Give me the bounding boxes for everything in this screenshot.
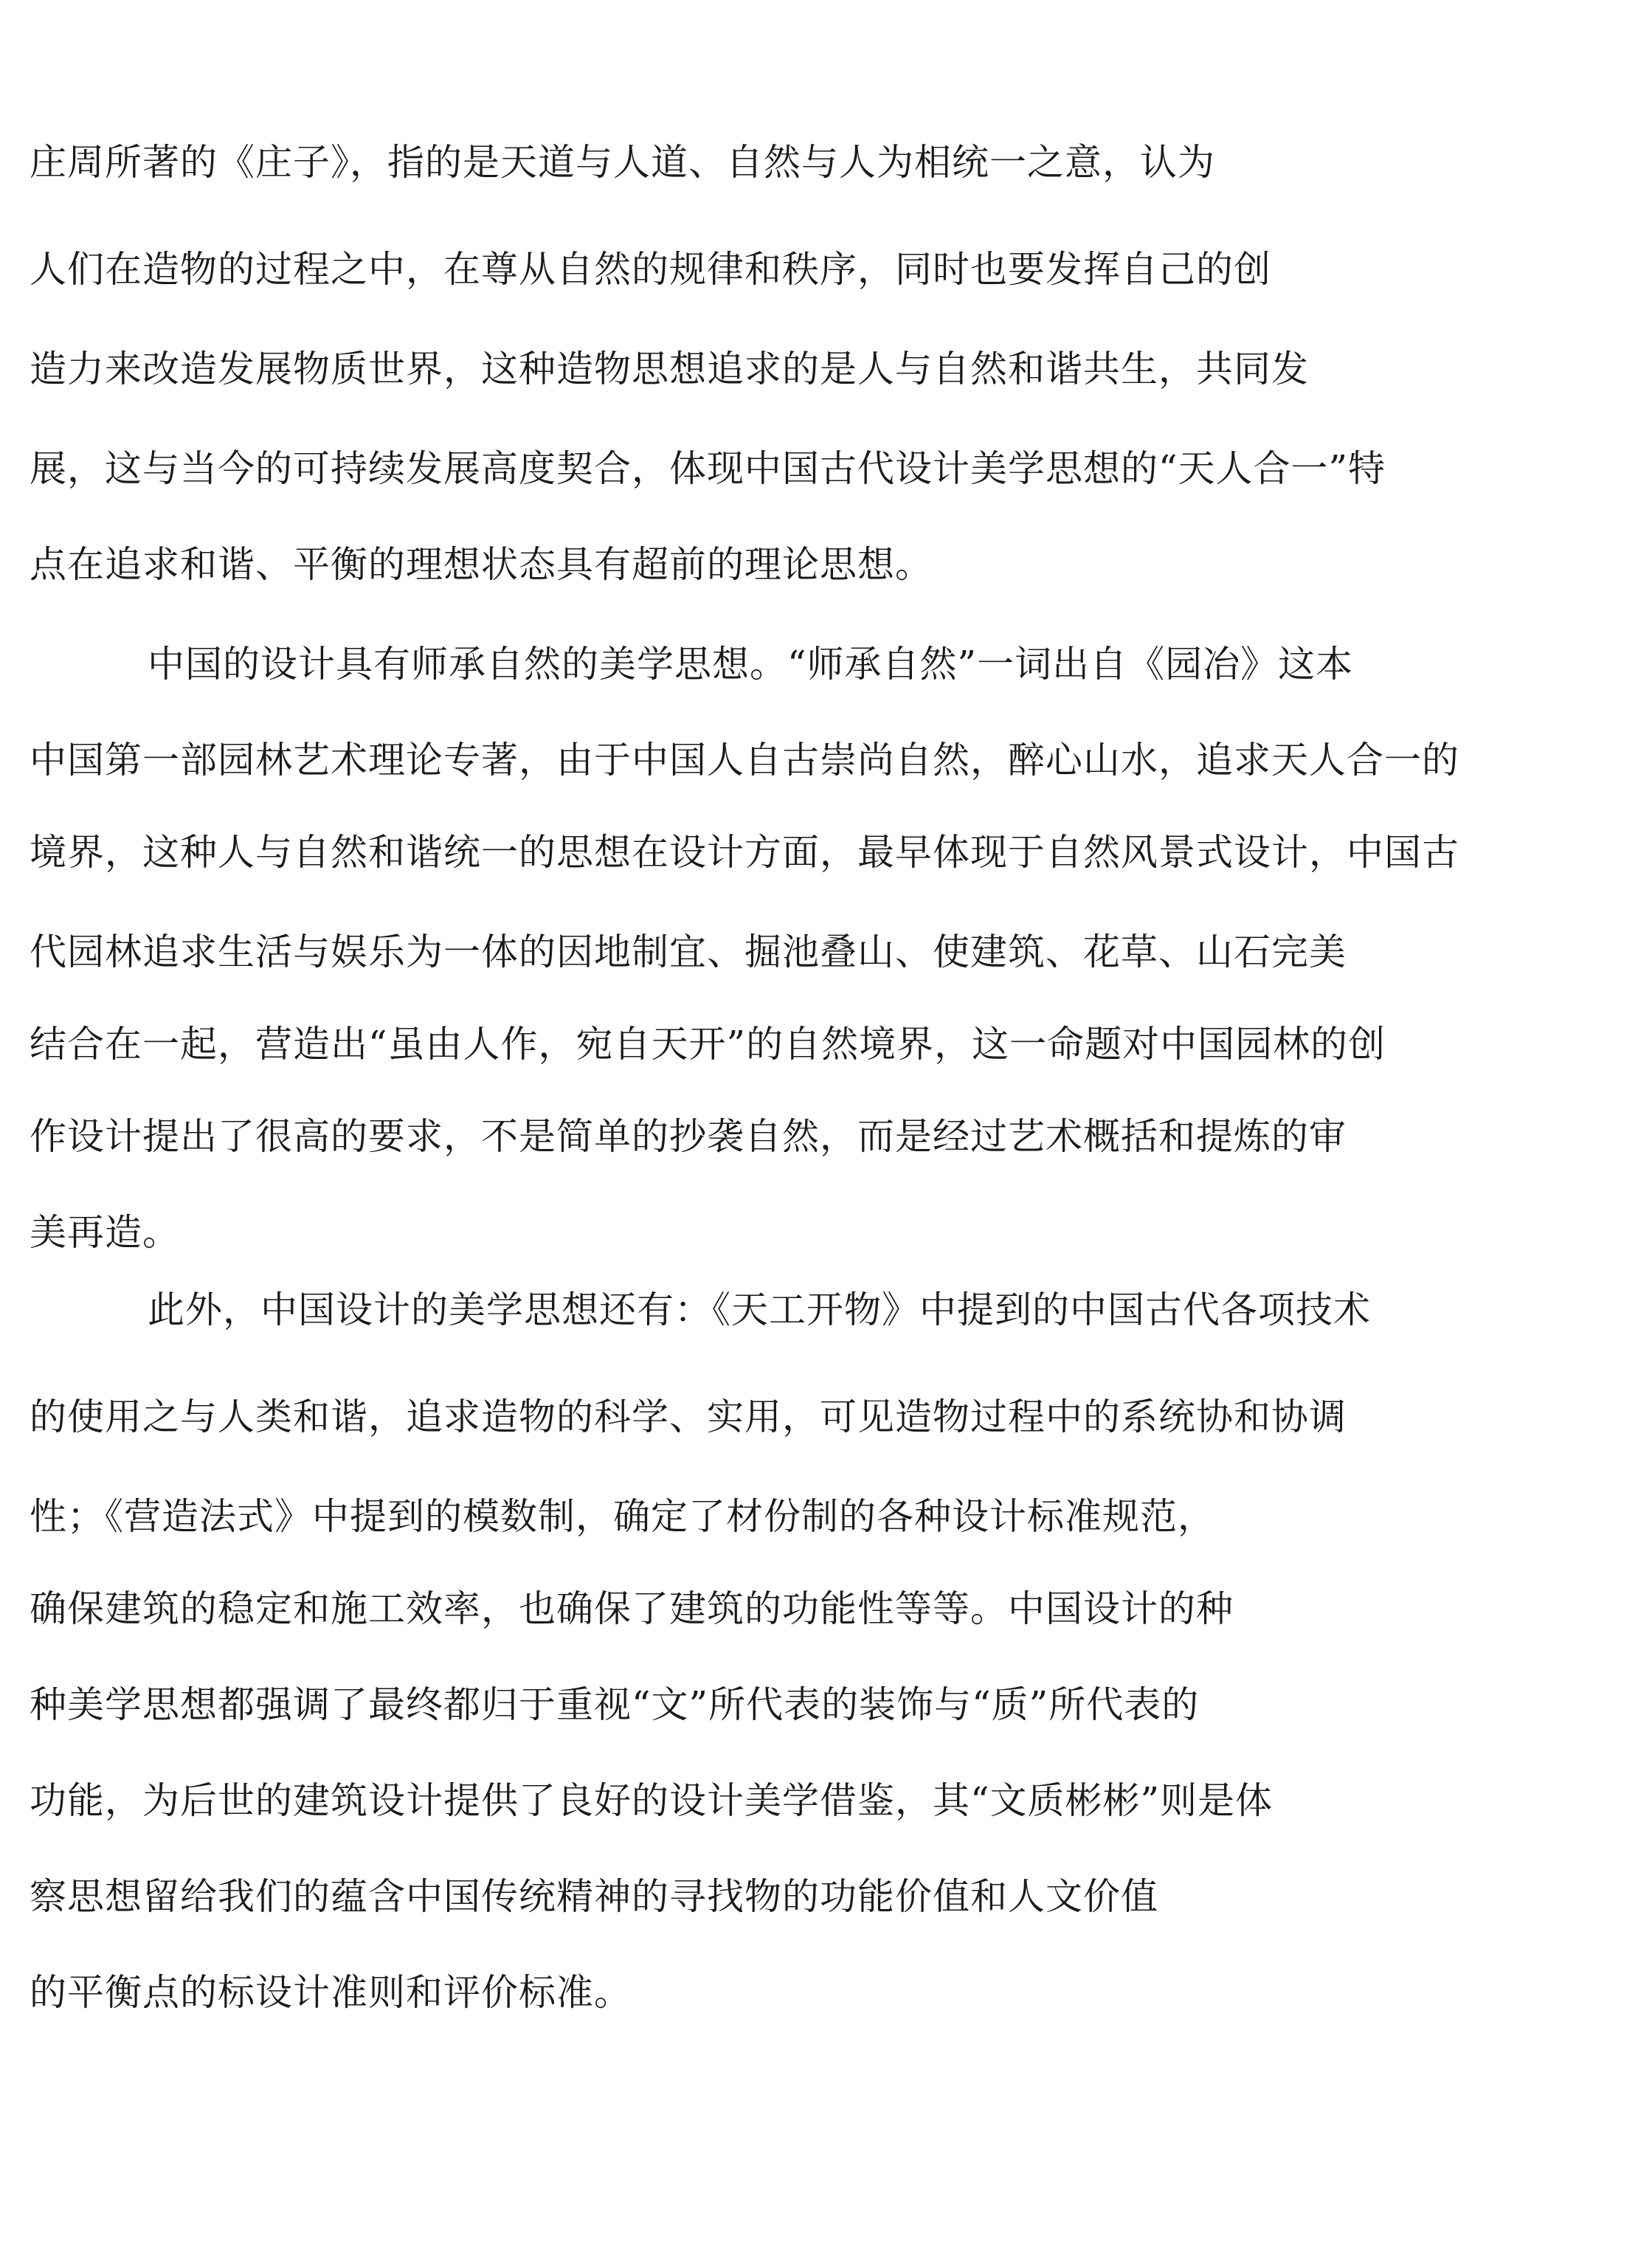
- paragraph-3-line-7: 察思想留给我们的蕴含中国传统精神的寻找物的功能价值和人文价值: [30, 1875, 1158, 1918]
- paragraph-3-line-1: 此外，中国设计的美学思想还有：《天工开物》中提到的中国古代各项技术: [148, 1288, 1371, 1331]
- paragraph-3-line-3: 性；《营造法式》中提到的模数制，确定了材份制的各种设计标准规范，: [30, 1495, 1215, 1538]
- paragraph-2-line-4: 代园林追求生活与娱乐为一体的因地制宜、掘池叠山、使建筑、花草、山石完美: [30, 931, 1347, 973]
- paragraph-2-line-3: 境界，这种人与自然和谐统一的思想在设计方面，最早体现于自然风景式设计，中国古: [30, 831, 1459, 874]
- paragraph-2-line-2: 中国第一部园林艺术理论专著，由于中国人自古崇尚自然，醉心山水，追求天人合一的: [30, 739, 1459, 781]
- paragraph-2-line-6: 作设计提出了很高的要求，不是简单的抄袭自然，而是经过艺术概括和提炼的审: [30, 1115, 1347, 1158]
- paragraph-1-line-4: 展，这与当今的可持续发展高度契合，体现中国古代设计美学思想的“天人合一”特: [30, 447, 1386, 490]
- paragraph-3-line-8: 的平衡点的标设计准则和评价标准。: [30, 1971, 632, 2014]
- paragraph-1-line-1: 庄周所著的《庄子》，指的是天道与人道、自然与人为相统一之意，认为: [30, 141, 1215, 184]
- paragraph-3-line-5: 种美学思想都强调了最终都归于重视“文”所代表的装饰与“质”所代表的: [30, 1683, 1200, 1726]
- paragraph-2-line-1: 中国的设计具有师承自然的美学思想。“师承自然”一词出自《园冶》这本: [148, 643, 1354, 686]
- paragraph-3-line-6: 功能，为后世的建筑设计提供了良好的设计美学借鉴，其“文质彬彬”则是体: [30, 1779, 1273, 1822]
- paragraph-1-line-5: 点在追求和谐、平衡的理想状态具有超前的理论思想。: [30, 543, 933, 586]
- paragraph-2-line-5: 结合在一起，营造出“虽由人作，宛自天开”的自然境界，这一命题对中国园林的创: [30, 1023, 1386, 1066]
- paragraph-1-line-3: 造力来改造发展物质世界，这种造物思想追求的是人与自然和谐共生，共同发: [30, 348, 1309, 390]
- paragraph-3-line-2: 的使用之与人类和谐，追求造物的科学、实用，可见造物过程中的系统协和协调: [30, 1395, 1347, 1438]
- paragraph-3-line-4: 确保建筑的稳定和施工效率，也确保了建筑的功能性等等。中国设计的种: [30, 1587, 1234, 1630]
- paragraph-1-line-2: 人们在造物的过程之中，在尊从自然的规律和秩序，同时也要发挥自己的创: [30, 248, 1271, 291]
- paragraph-2-line-7: 美再造。: [30, 1211, 180, 1254]
